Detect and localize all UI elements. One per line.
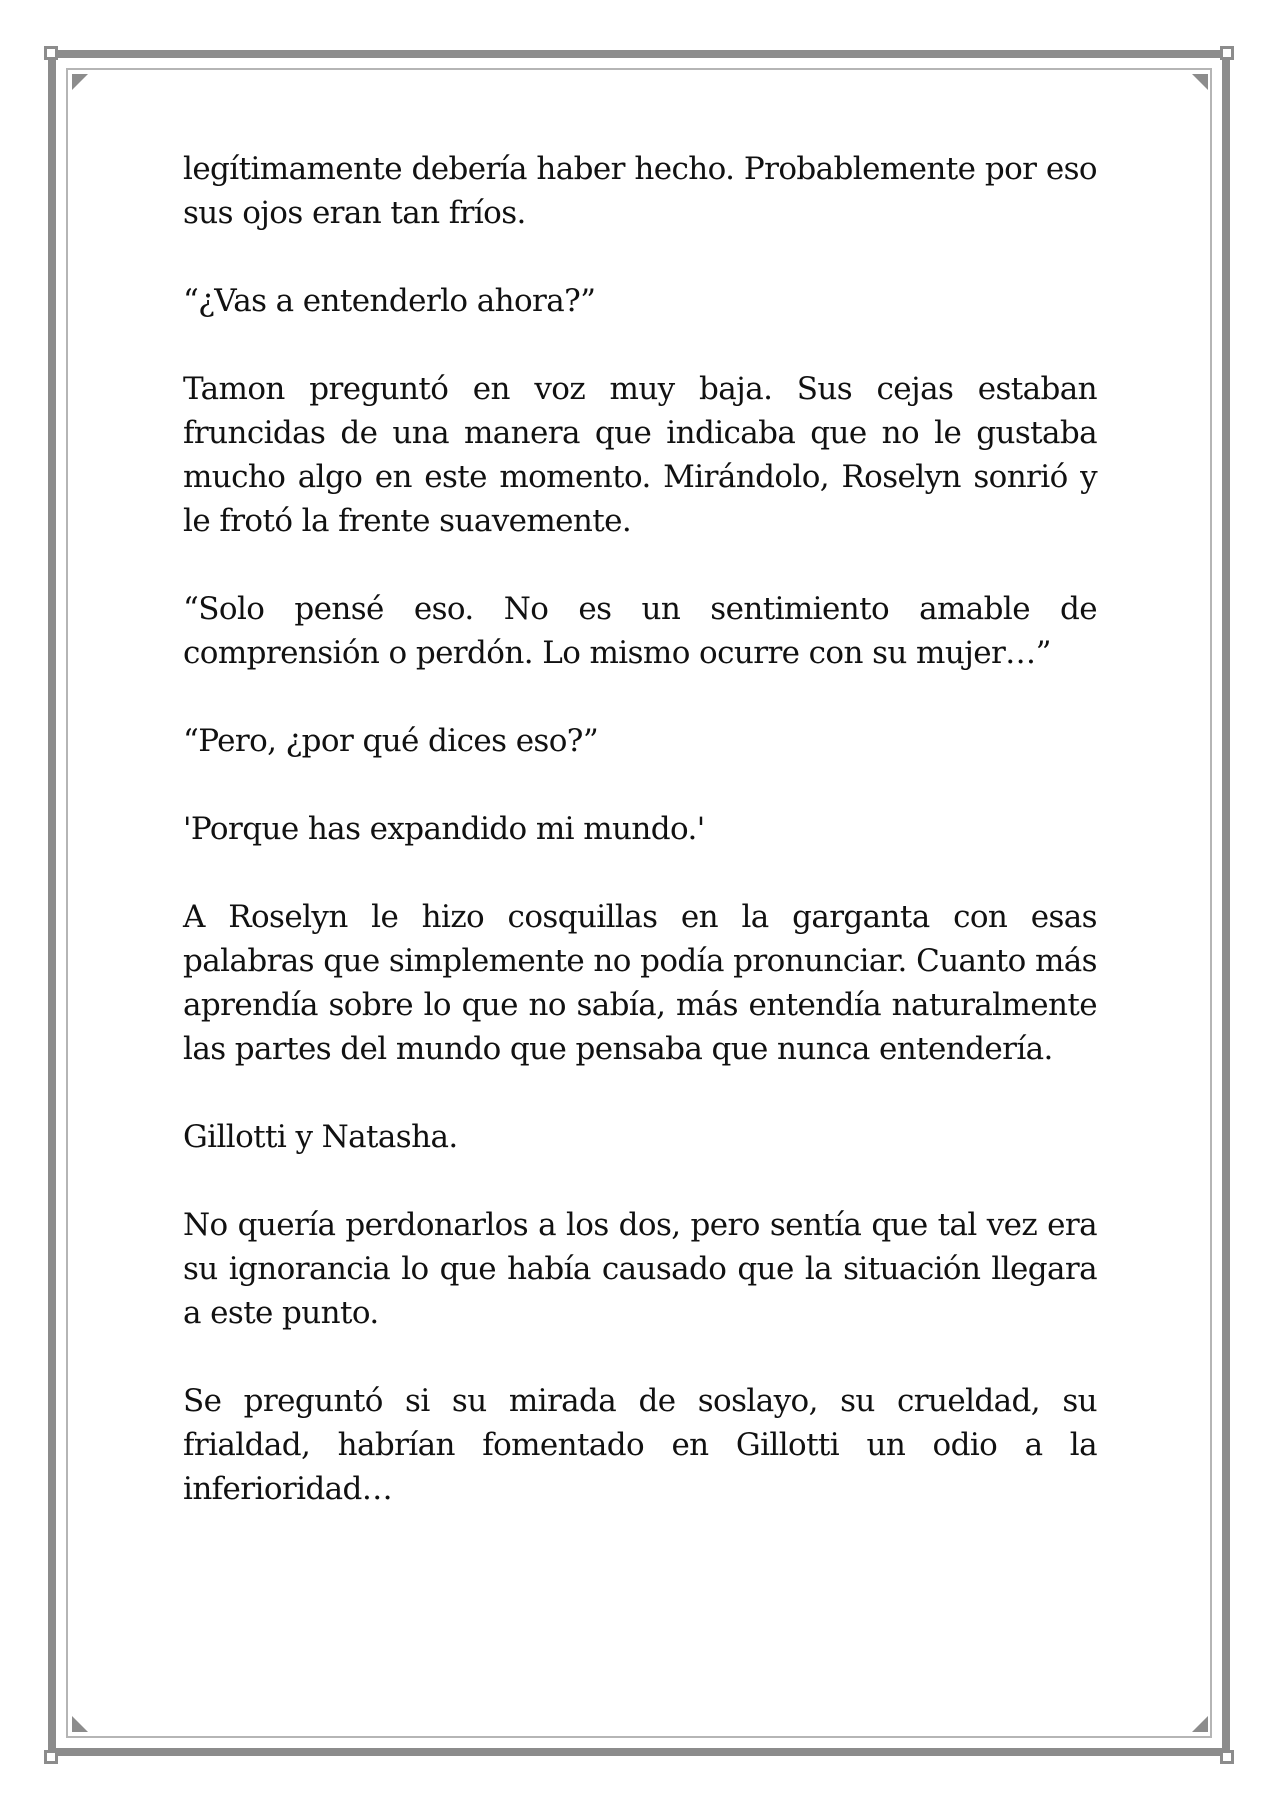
paragraph: Tamon preguntó en voz muy baja. Sus cejas estaban fruncidas de una manera que indicaba que no le gustaba mucho algo en este momento. Mirándolo, Roselyn sonrió y le frotó la frente suavemente.	[183, 371, 1097, 539]
paragraph: A Roselyn le hizo cosquillas en la garganta con esas palabras que simplemente no podía pronunciar. Cuanto más aprendía sobre lo que no sabía, más entendía naturalmente las partes del mundo que pensaba que nunca entendería.	[183, 899, 1097, 1067]
corner-triangle-bottom-left	[72, 1716, 88, 1732]
corner-ornament-bottom-left	[44, 1750, 58, 1764]
thought-line: 'Porque has expandido mi mundo.'	[183, 811, 705, 847]
corner-triangle-top-left	[72, 74, 88, 90]
corner-ornament-top-right	[1220, 46, 1234, 60]
corner-triangle-top-right	[1192, 74, 1208, 90]
dialogue-line: “Solo pensé eso. No es un sentimiento amable de comprensión o perdón. Lo mismo ocurre con su mujer…”	[183, 591, 1097, 671]
paragraph: No quería perdonarlos a los dos, pero sentía que tal vez era su ignorancia lo que había causado que la situación llegara a este punto.	[183, 1207, 1097, 1331]
corner-ornament-bottom-right	[1220, 1750, 1234, 1764]
paragraph: Se preguntó si su mirada de soslayo, su crueldad, su frialdad, habrían fomentado en Gillotti un odio a la inferioridad…	[183, 1383, 1097, 1507]
dialogue-line: “¿Vas a entenderlo ahora?”	[183, 283, 596, 319]
corner-triangle-bottom-right	[1192, 1716, 1208, 1732]
corner-ornament-top-left	[44, 46, 58, 60]
dialogue-line: “Pero, ¿por qué dices eso?”	[183, 723, 599, 759]
page-text	[183, 147, 1097, 1555]
paragraph: Gillotti y Natasha.	[183, 1119, 458, 1155]
paragraph: legítimamente debería haber hecho. Probablemente por eso sus ojos eran tan fríos.	[183, 151, 1097, 231]
